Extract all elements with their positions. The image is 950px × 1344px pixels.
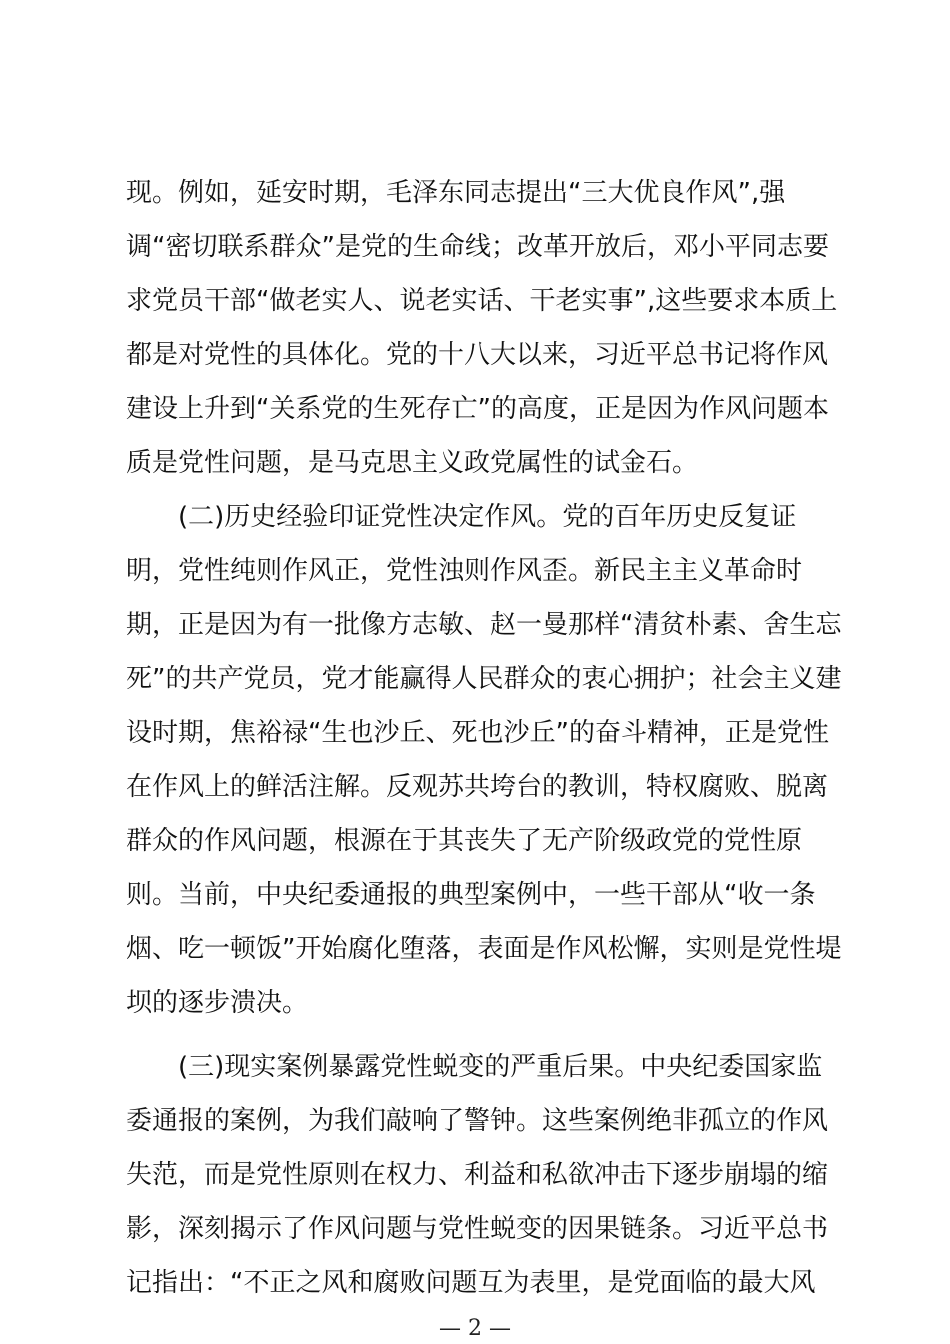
text-line: 影，深刻揭示了作风问题与党性蜕变的因果链条。习近平总书 <box>126 1214 829 1244</box>
text-line: 在作风上的鲜活注解。反观苏共垮台的教训，特权腐败、脱离 <box>126 772 829 802</box>
text-line: 建设上升到“关系党的生死存亡”的高度，正是因为作风问题本 <box>126 394 829 424</box>
text-line: 委通报的案例，为我们敲响了警钟。这些案例绝非孤立的作风 <box>126 1106 829 1136</box>
section-heading-line: (三)现实案例暴露党性蜕变的严重后果。中央纪委国家监 <box>178 1052 823 1082</box>
text-line: 失范，而是党性原则在权力、利益和私欲冲击下逐步崩塌的缩 <box>126 1160 829 1190</box>
text-line: 调“密切联系群众”是党的生命线；改革开放后，邓小平同志要 <box>126 232 829 262</box>
text-line: 质是党性问题，是马克思主义政党属性的试金石。 <box>126 448 699 478</box>
text-line: 现。例如，延安时期，毛泽东同志提出“三大优良作风”,强 <box>126 178 786 208</box>
text-line: 设时期，焦裕禄“生也沙丘、死也沙丘”的奋斗精神，正是党性 <box>126 718 829 748</box>
text-line: 死”的共产党员，党才能赢得人民群众的衷心拥护；社会主义建 <box>126 664 842 694</box>
section-heading-line: (二)历史经验印证党性决定作风。党的百年历史反复证 <box>178 502 797 532</box>
body-text <box>126 166 842 1310</box>
text-line: 期，正是因为有一批像方志敏、赵一曼那样“清贫朴素、舍生忘 <box>126 610 842 640</box>
text-line: 明，党性纯则作风正，党性浊则作风歪。新民主主义革命时 <box>126 556 803 586</box>
text-line: 坝的逐步溃决。 <box>126 988 309 1018</box>
text-line: 则。当前，中央纪委通报的典型案例中，一些干部从“收一条 <box>126 880 816 910</box>
text-line: 烟、吃一顿饭”开始腐化堕落，表面是作风松懈，实则是党性堤 <box>126 934 842 964</box>
text-line: 都是对党性的具体化。党的十八大以来，习近平总书记将作风 <box>126 340 829 370</box>
text-line: 求党员干部“做老实人、说老实话、干老实事”,这些要求本质上 <box>126 286 838 316</box>
text-line: 群众的作风问题，根源在于其丧失了无产阶级政党的党性原 <box>126 826 803 856</box>
text-line: 记指出：“不正之风和腐败问题互为表里，是党面临的最大风 <box>126 1268 816 1298</box>
page-number: — 2 — <box>439 1316 511 1341</box>
